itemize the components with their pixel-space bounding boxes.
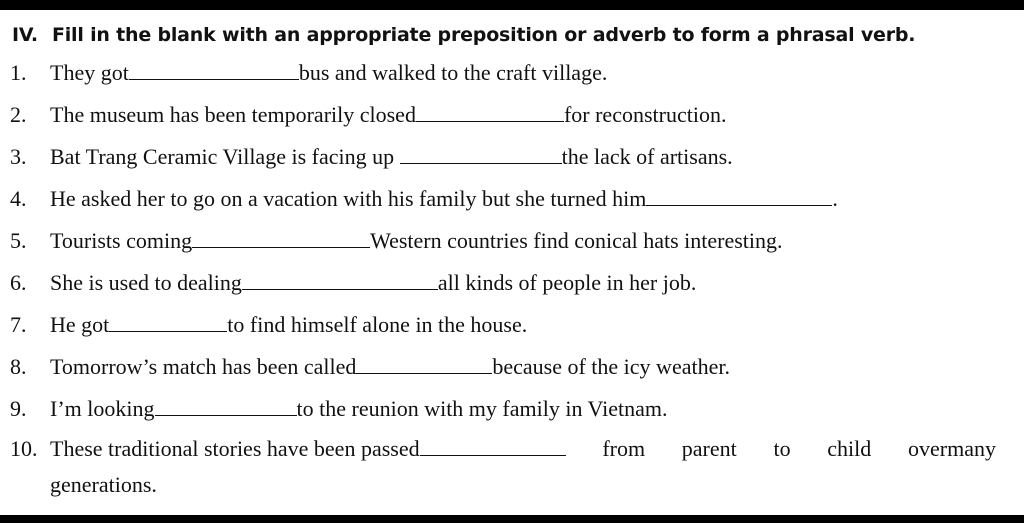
answer-blank-10[interactable] xyxy=(420,436,566,456)
question-9 xyxy=(0,396,1024,426)
question-1 xyxy=(0,60,1024,90)
question-text-after: the lack of artisans. xyxy=(561,144,733,169)
exercise-instruction: Fill in the blank with an appropriate preposition or adverb to form a phrasal verb. xyxy=(51,24,916,46)
question-text-after: for reconstruction. xyxy=(563,102,727,127)
question-4 xyxy=(0,186,1024,216)
question-text-after: bus and walked to the craft village. xyxy=(298,60,608,85)
question-text-before: The museum has been temporarily closed xyxy=(50,102,416,127)
answer-blank-1[interactable] xyxy=(129,60,299,80)
question-number: 10. xyxy=(10,436,38,461)
question-word: to xyxy=(773,436,791,461)
question-number: 7. xyxy=(10,312,27,337)
answer-blank-2[interactable] xyxy=(416,102,564,122)
question-word: overmany xyxy=(907,436,996,461)
answer-blank-4[interactable] xyxy=(646,186,832,206)
question-number: 6. xyxy=(10,270,27,295)
question-word: from xyxy=(602,436,646,461)
question-number: 3. xyxy=(10,144,27,169)
worksheet-page xyxy=(0,10,1024,515)
exercise-heading xyxy=(12,24,915,46)
exercise-number: IV. xyxy=(12,24,38,46)
question-number: 2. xyxy=(10,102,27,127)
question-text-before: I’m looking xyxy=(50,396,155,421)
question-text-before: Tomorrow’s match has been called xyxy=(50,354,357,379)
question-word: parent xyxy=(681,436,737,461)
question-text-continuation: generations. xyxy=(50,472,157,497)
question-7 xyxy=(0,312,1024,342)
question-text-after: because of the icy weather. xyxy=(492,354,730,379)
answer-blank-6[interactable] xyxy=(242,270,438,290)
question-number: 1. xyxy=(10,60,27,85)
question-number: 4. xyxy=(10,186,27,211)
question-3 xyxy=(0,144,1024,174)
question-text-before: He asked her to go on a vacation with his family but she turned him xyxy=(50,186,647,211)
question-8 xyxy=(0,354,1024,384)
question-text-before: Tourists coming xyxy=(50,228,193,253)
question-text-before: She is used to dealing xyxy=(50,270,242,295)
question-text-after: . xyxy=(832,186,838,211)
question-10 xyxy=(0,436,1024,506)
answer-blank-9[interactable] xyxy=(155,396,297,416)
question-text-before: Bat Trang Ceramic Village is facing up xyxy=(50,144,400,169)
answer-blank-5[interactable] xyxy=(192,228,370,248)
question-2 xyxy=(0,102,1024,132)
question-text-before: He got xyxy=(50,312,110,337)
question-text-after: all kinds of people in her job. xyxy=(437,270,697,295)
question-text-after: Western countries find conical hats interesting. xyxy=(370,228,783,253)
question-number: 5. xyxy=(10,228,27,253)
question-text-after: to the reunion with my family in Vietnam. xyxy=(296,396,668,421)
answer-blank-3[interactable] xyxy=(400,144,562,164)
question-number: 9. xyxy=(10,396,27,421)
question-6 xyxy=(0,270,1024,300)
answer-blank-7[interactable] xyxy=(109,312,227,332)
question-text-before: They got xyxy=(50,60,129,85)
question-5 xyxy=(0,228,1024,258)
question-text-before: These traditional stories have been passed xyxy=(50,436,420,461)
question-word: child xyxy=(827,436,872,461)
question-number: 8. xyxy=(10,354,27,379)
question-text-after: to find himself alone in the house. xyxy=(227,312,528,337)
answer-blank-8[interactable] xyxy=(356,354,492,374)
